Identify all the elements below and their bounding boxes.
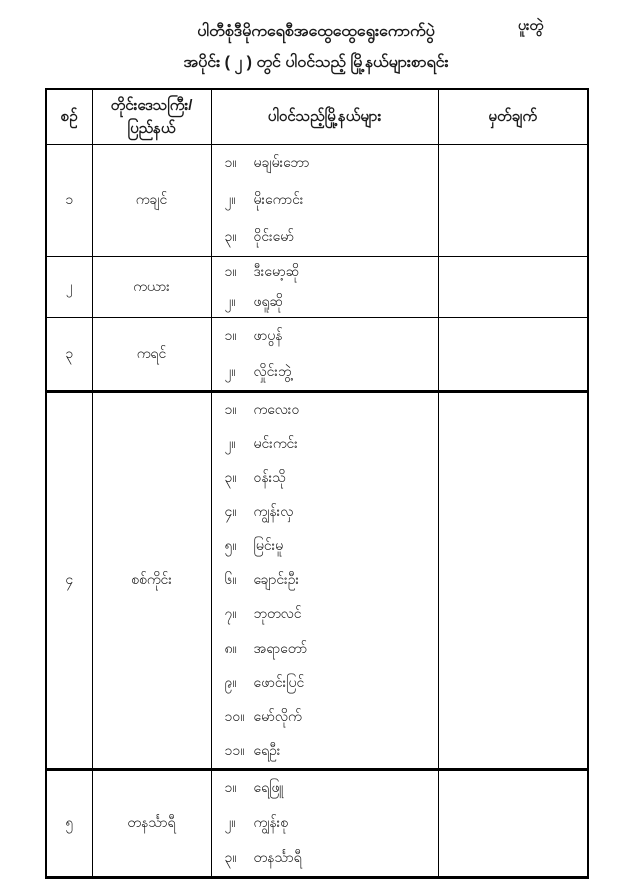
township-item [212,219,438,256]
row-townships [211,257,438,318]
row-serial: ၄ [46,392,92,770]
township-name: မချမ်းဘော [253,153,310,170]
document-title [45,16,587,78]
row-remark [438,257,588,318]
township-number: ၁။ [224,153,237,170]
township-item [212,145,438,182]
township-name: ဖာပွန် [253,326,283,343]
row-remark [438,318,588,392]
township-name: ရေဖြူ [253,779,284,796]
township-number: ၂။ [224,292,236,309]
header-region [92,89,211,144]
township-number: ၁။ [224,401,237,418]
township-number: ၁။ [224,326,237,343]
township-item [212,182,438,219]
row-region: ကချင် [92,144,211,257]
row-remark [438,144,588,257]
township-name: လှိုင်းဘွဲ့ [253,362,292,379]
township-number: ၁၀။ [224,707,245,724]
row-remark [438,770,588,878]
township-number: ၂။ [224,435,236,452]
header-townships: ပါဝင်သည့်မြို့နယ်များ [211,89,438,144]
township-number: ၈။ [224,639,237,656]
township-item [212,734,438,768]
township-name: ရေဦး [253,741,281,758]
township-name: ဝိုင်းမော် [253,228,295,245]
township-name: ဘုတလင် [253,605,302,622]
township-item [212,564,438,598]
row-townships [211,144,438,257]
township-name: မော်လိုက် [253,707,302,724]
table-header-row [46,89,588,144]
township-name: ချောင်းဦး [253,571,300,588]
row-region: စစ်ကိုင်း [92,392,211,770]
row-region: ကရင် [92,318,211,392]
township-name: ဝန်းသို [253,469,286,486]
row-serial: ၅ [46,770,92,878]
township-name: ဖောင်းပြင် [253,673,305,690]
township-name: မင်းကင်း [253,435,298,452]
township-item [212,428,438,462]
annex-label: ပူးတွဲ [518,17,544,33]
header-region-line2: ပြည်နယ် [127,119,176,137]
township-item [212,771,438,806]
township-name: ဒီးမော့ဆို [253,262,300,279]
row-region: ကယား [92,257,211,318]
township-name: ကလေးဝ [253,401,300,418]
township-number: ၄။ [224,503,237,520]
township-name: တနင်္သာရီ [253,849,302,866]
table-row [46,770,588,878]
table-row [46,392,588,770]
township-number: ၃။ [224,469,237,486]
township-number: ၁၁။ [224,741,245,758]
township-item [212,462,438,496]
township-number: ၂။ [224,814,236,831]
township-item [212,841,438,876]
row-serial: ၁ [46,144,92,257]
township-number: ၁။ [224,779,237,796]
township-item [212,257,438,287]
township-name: ကျွန်းစု [253,814,289,831]
township-item [212,530,438,564]
header-region-line1: တိုင်းဒေသကြီး/ [110,96,193,114]
township-item [212,354,438,390]
township-item [212,806,438,841]
township-name: မိုးကောင်း [253,190,304,207]
township-item [212,700,438,734]
title-line-2: အပိုင်း ( ၂ ) တွင် ပါဝင်သည့် မြို့နယ်များစာရင်း [183,54,449,71]
township-number: ၃။ [224,228,237,245]
table-row [46,257,588,318]
township-number: ၂။ [224,362,236,379]
township-item [212,496,438,530]
row-serial: ၃ [46,318,92,392]
header-serial: စဉ် [46,89,92,144]
row-townships [211,392,438,770]
township-item [212,318,438,354]
township-number: ၅။ [224,537,237,554]
row-serial: ၂ [46,257,92,318]
township-name: မြင်းမူ [253,537,284,554]
title-line-1: ပါတီစုံဒီမိုကရေစီအထွေထွေရွေးကောက်ပွဲ [197,23,435,40]
township-number: ၉။ [224,673,237,690]
township-number: ၆။ [224,571,237,588]
row-townships [211,318,438,392]
table-row [46,144,588,257]
row-region: တနင်္သာရီ [92,770,211,878]
row-remark [438,392,588,770]
township-name: ဖရူဆို [253,292,284,309]
township-name: အရာတော် [253,639,308,656]
township-item [212,598,438,632]
township-item [212,632,438,666]
township-number: ၂။ [224,190,236,207]
row-townships [211,770,438,878]
township-number: ၃။ [224,849,237,866]
table-row [46,318,588,392]
township-item [212,393,438,427]
township-item [212,666,438,700]
header-remarks: မှတ်ချက် [438,89,588,144]
township-name: ကျွန်းလှ [253,503,294,520]
township-number: ၇။ [224,605,237,622]
townships-table [45,88,589,879]
township-number: ၁။ [224,262,237,279]
township-item [212,287,438,317]
